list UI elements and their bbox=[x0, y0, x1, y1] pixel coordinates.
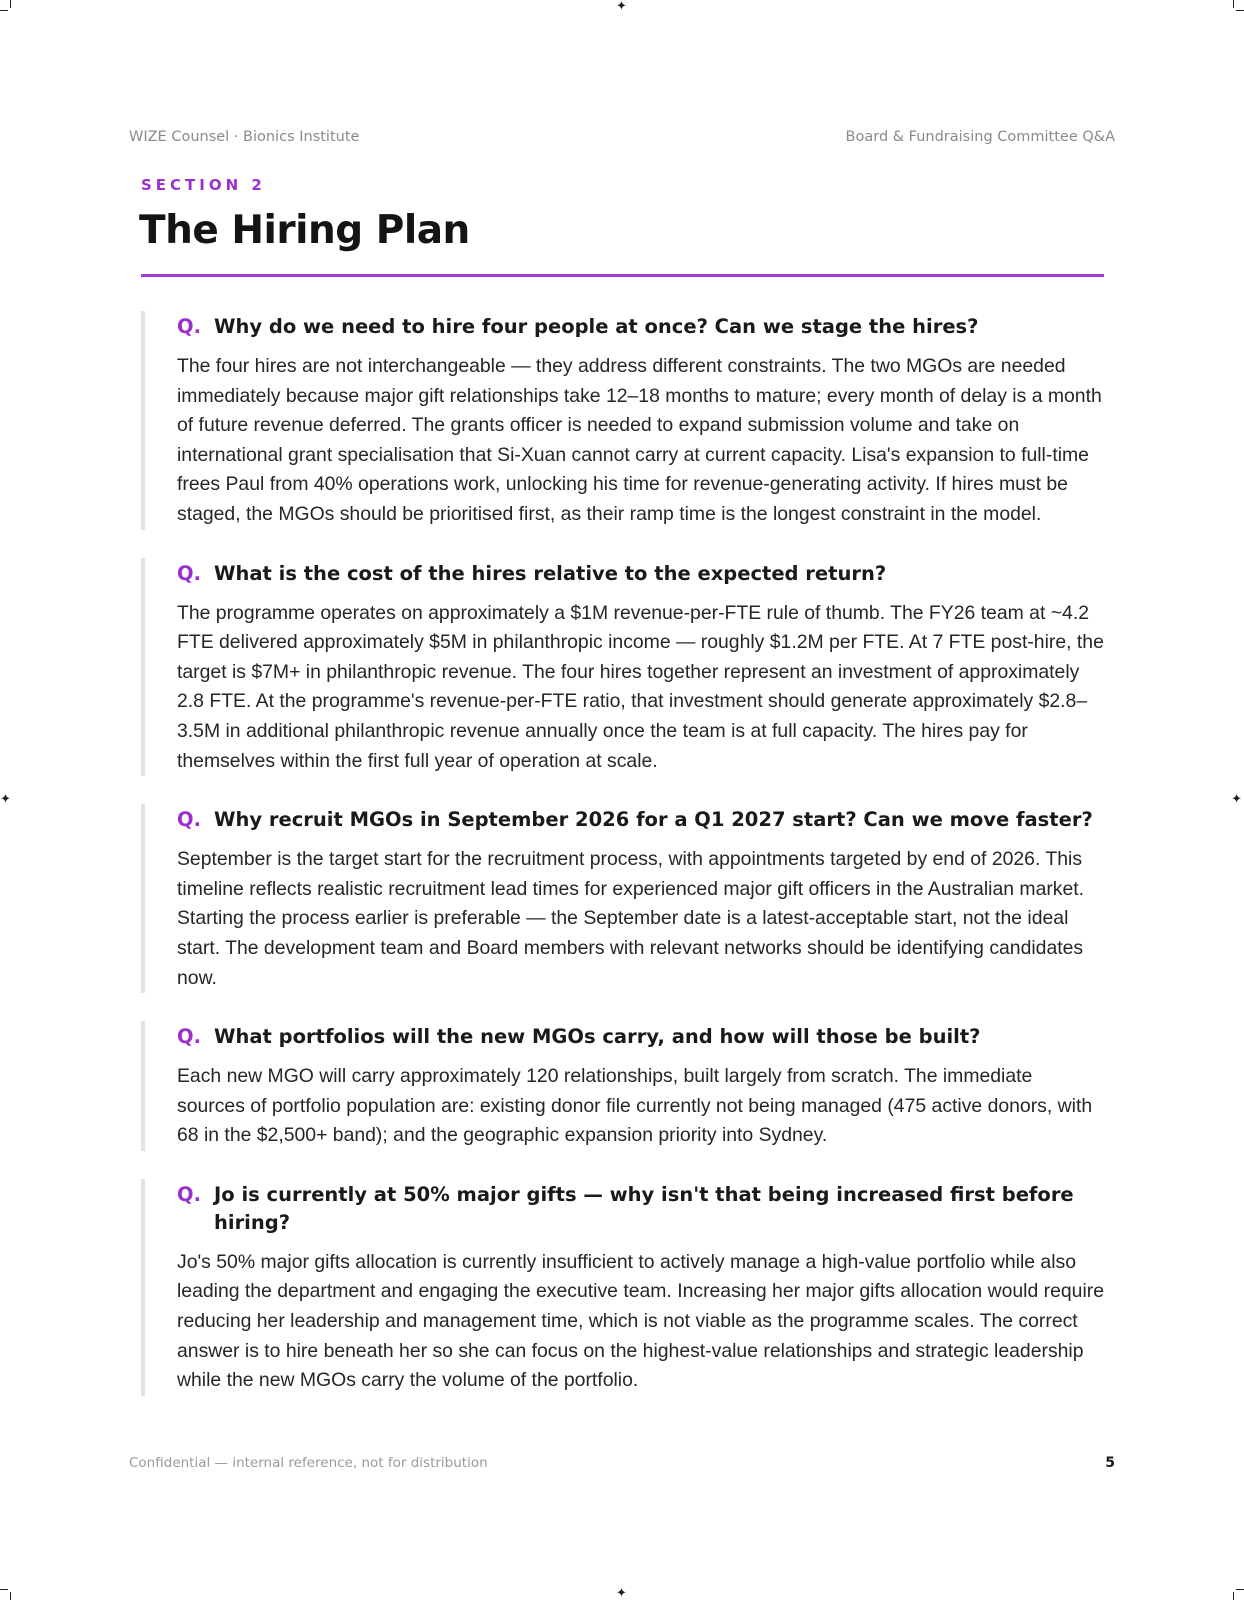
answer-text: Jo's 50% major gifts allocation is currently insufficient to actively manage a high-value portfolio while also leading the department and engaging the executive team. Increasing her major gifts allocation would require reducing her leadership and management time, which is not viable as the programme scales. The correct answer is to hire beneath her so she can focus on the highest-value relationships and strategic leadership while the new MGOs carry the volume of the portfolio. bbox=[177, 1250, 1105, 1392]
header-right: Board & Fundraising Committee Q&A bbox=[845, 129, 1115, 145]
question-row bbox=[177, 1179, 1104, 1237]
answer-text: The four hires are not interchangeable — they address different constraints. The two MGOs are needed immediately because major gift relationships take 12–18 months to mature; every month of delay is a month of future revenue deferred. The grants officer is needed to expand submission volume and take on international grant specialisation that Si-Xuan cannot carry at current capacity. Lisa's expansion to full-time frees Paul from 40% operations work, unlocking his time for revenue-generating activity. If hires must be staged, the MGOs should be prioritised first, as their ramp time is the longest constraint in the model. bbox=[177, 355, 1102, 525]
header-left: WIZE Counsel · Bionics Institute bbox=[129, 129, 360, 145]
crop-mark-bottom-right-v bbox=[1233, 1592, 1234, 1600]
question-row bbox=[177, 804, 1104, 834]
registration-mark-bottom-icon: ✦ bbox=[616, 1586, 627, 1600]
crop-mark-top-left-h bbox=[0, 10, 8, 11]
question-prefix: Q. bbox=[177, 315, 201, 338]
crop-mark-top-left-v bbox=[10, 0, 11, 8]
question-text: What is the cost of the hires relative to the expected return? bbox=[214, 561, 887, 585]
qa-item bbox=[141, 1179, 1104, 1396]
question-prefix: Q. bbox=[177, 561, 201, 585]
answer-text: September is the target start for the recruitment process, with appointments targeted by end of 2026. This timeline reflects realistic recruitment lead times for experienced major gift officers in the Australian market. Starting the process earlier is preferable — the September date is a latest-acceptable start, not the ideal start. The development team and Board members with relevant networks should be identifying candidates now. bbox=[177, 848, 1085, 989]
qa-list bbox=[141, 311, 1104, 1424]
crop-mark-bottom-right-h bbox=[1236, 1589, 1244, 1590]
question-text: Why do we need to hire four people at once? Can we stage the hires? bbox=[214, 315, 979, 338]
question-prefix: Q. bbox=[177, 1182, 201, 1206]
question-row bbox=[177, 558, 1104, 588]
question-prefix: Q. bbox=[177, 1025, 201, 1049]
title-divider bbox=[141, 274, 1104, 277]
question-text: Why recruit MGOs in September 2026 for a Q1 2027 start? Can we move faster? bbox=[214, 808, 1093, 832]
question-row bbox=[177, 1021, 1104, 1051]
confidentiality-note: Confidential — internal reference, not for distribution bbox=[129, 1455, 488, 1471]
answer-text: The programme operates on approximately a $1M revenue-per-FTE rule of thumb. The FY26 team at ~4.2 FTE delivered approximately $5M in philanthropic income — roughly $1.2M per FTE. At 7 FTE post-hire, the target is $7M+ in philanthropic revenue. The four hires together represent an investment of approximately 2.8 FTE. At the programme's revenue-per-FTE ratio, that investment should generate approximately $2.8–3.5M in additional philanthropic revenue annually once the team is at full capacity. The hires pay for themselves within the first full year of operation at scale. bbox=[177, 601, 1104, 772]
answer-text: Each new MGO will carry approximately 120 relationships, built largely from scratch. The immediate sources of portfolio population are: existing donor file currently not being managed (475 active donors, with 68 in the $2,500+ band); and the geographic expansion priority into Sydney. bbox=[177, 1065, 1093, 1147]
running-footer bbox=[129, 1455, 1115, 1471]
registration-mark-top-icon: ✦ bbox=[616, 0, 627, 14]
running-header bbox=[129, 129, 1115, 145]
crop-mark-top-right-v bbox=[1233, 0, 1234, 8]
question-prefix: Q. bbox=[177, 808, 201, 832]
page-title: The Hiring Plan bbox=[139, 208, 470, 253]
qa-item bbox=[141, 804, 1104, 993]
page-number: 5 bbox=[1105, 1455, 1115, 1471]
section-label: SECTION 2 bbox=[141, 176, 266, 194]
registration-mark-right-icon: ✦ bbox=[1231, 792, 1242, 807]
question-text: Jo is currently at 50% major gifts — why isn't that being increased first before hiring? bbox=[214, 1182, 1074, 1234]
question-text: What portfolios will the new MGOs carry, and how will those be built? bbox=[214, 1025, 981, 1049]
crop-mark-top-right-h bbox=[1236, 10, 1244, 11]
registration-mark-left-icon: ✦ bbox=[0, 792, 11, 807]
qa-item bbox=[141, 1021, 1104, 1151]
crop-mark-bottom-left-h bbox=[0, 1589, 8, 1590]
qa-item bbox=[141, 311, 1104, 530]
question-row bbox=[177, 311, 1104, 341]
crop-mark-bottom-left-v bbox=[10, 1592, 11, 1600]
qa-item bbox=[141, 558, 1104, 777]
